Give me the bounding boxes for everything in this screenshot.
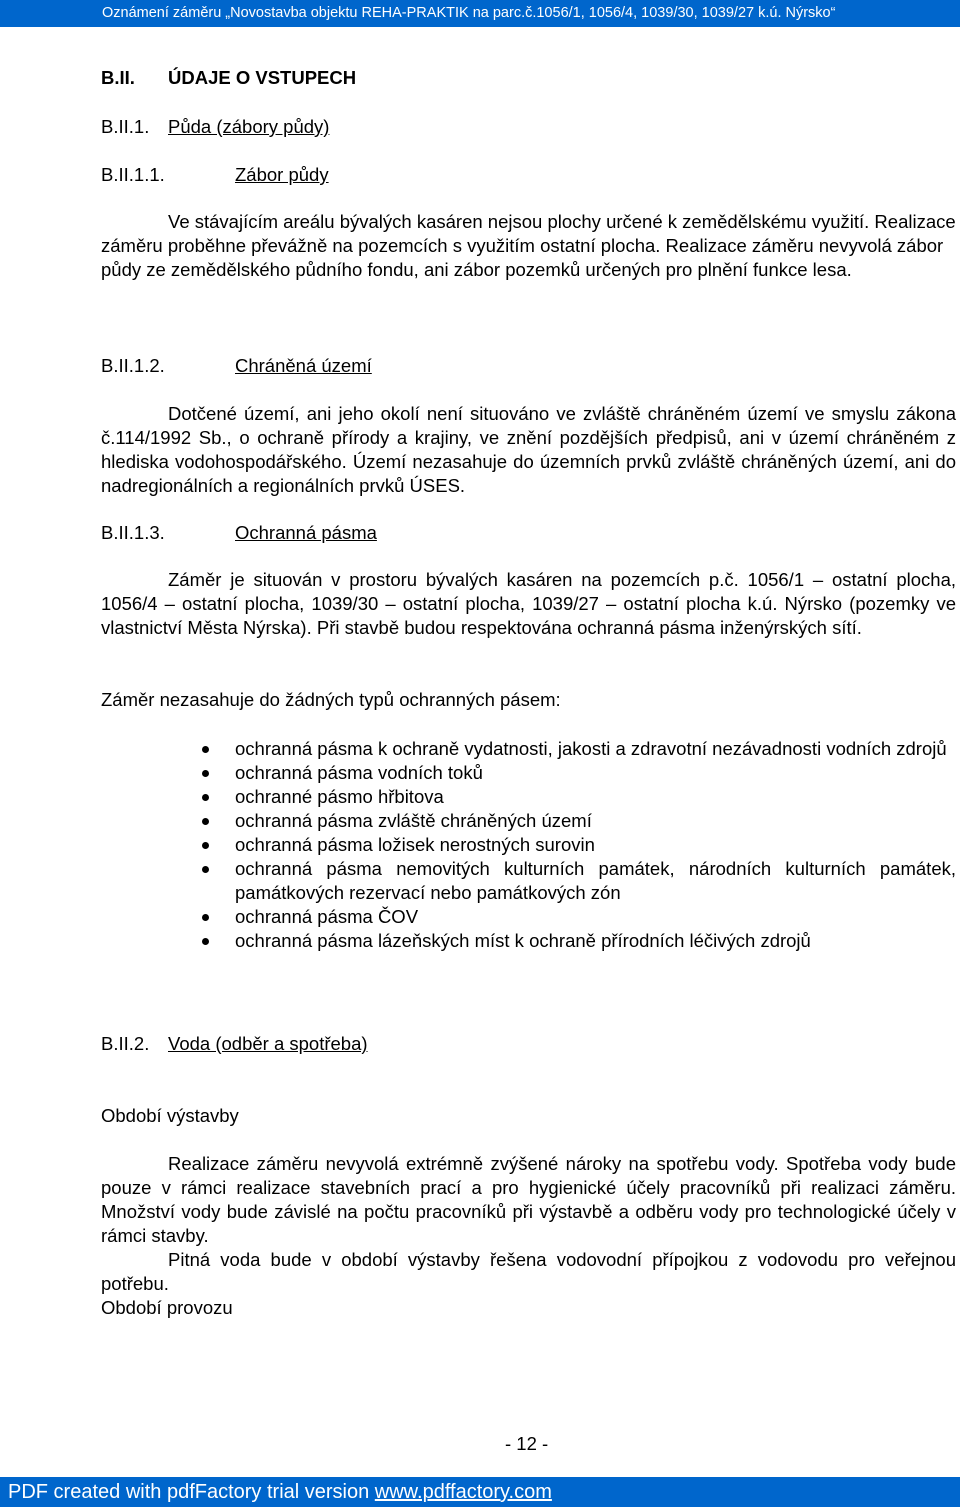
footer-label: PDF created with pdfFactory trial version: [8, 1481, 375, 1503]
bullet-icon: [202, 770, 209, 777]
list-item: ochranná pásma ložisek nerostných surovin: [101, 833, 956, 857]
section-number: B.II.: [101, 67, 135, 88]
soil-sub3-number: B.II.1.3.: [101, 522, 165, 543]
header-title: Oznámení záměru „Novostavba objektu REHA-PRAKTIK na parc.č.1056/1, 1056/4, 1039/30, 1039/27 k.ú. Nýrsko“: [102, 5, 836, 21]
protection-zone-list: [101, 737, 956, 953]
water-paragraph-2: Pitná voda bude v období výstavby řešena vodovodní přípojkou z vodovodu pro veřejnou potřebu.: [101, 1249, 956, 1294]
bullet-icon: [202, 818, 209, 825]
water-title: Voda (odběr a spotřeba): [168, 1033, 368, 1054]
pdffactory-link[interactable]: www.pdffactory.com: [374, 1481, 552, 1503]
bullet-icon: [202, 794, 209, 801]
soil-title: Půda (zábory půdy): [168, 116, 330, 137]
bullet-icon: [202, 842, 209, 849]
soil-sub2-title: Chráněná území: [235, 355, 372, 376]
list-item: ochranná pásma nemovitých kulturních památek, národních kulturních památek, památkových rezervací nebo památkových zón: [101, 857, 956, 905]
list-item: ochranná pásma k ochraně vydatnosti, jakosti a zdravotní nezávadnosti vodních zdrojů: [101, 737, 956, 761]
soil-sub1-number: B.II.1.1.: [101, 164, 165, 185]
soil-sub3-title: Ochranná pásma: [235, 522, 377, 543]
list-item: ochranné pásmo hřbitova: [101, 785, 956, 809]
section-title: ÚDAJE O VSTUPECH: [168, 67, 357, 88]
bullet-icon: [202, 746, 209, 753]
water-number: B.II.2.: [101, 1033, 150, 1054]
list-item: ochranná pásma vodních toků: [101, 761, 956, 785]
bullet-icon: [202, 914, 209, 921]
period-construction-heading: Období výstavby: [101, 1105, 239, 1126]
page-number: - 12 -: [505, 1433, 549, 1454]
footer-text: [8, 1480, 552, 1504]
soil-sub1-title: Zábor půdy: [235, 164, 329, 185]
protection-list-intro: Záměr nezasahuje do žádných typů ochranných pásem:: [101, 689, 561, 710]
water-paragraph-1: Realizace záměru nevyvolá extrémně zvýšené nároky na spotřebu vody. Spotřeba vody bude pouze v rámci realizace stavebních prací a pro hygienické účely pracovníků při realizaci záměru. Množství vody bude závislé na počtu pracovníků při výstavbě a odběru vody pro technologické účely v rámci stavby.: [101, 1153, 956, 1246]
period-operation-heading: Období provozu: [101, 1297, 233, 1318]
list-item: ochranná pásma ČOV: [101, 905, 956, 929]
header-bar: [0, 0, 960, 27]
bullet-icon: [202, 866, 209, 873]
soil-sub2-paragraph: Dotčené území, ani jeho okolí není situováno ve zvláště chráněném území ve smyslu zákona č.114/1992 Sb., o ochraně přírody a krajiny, ve znění pozdějších předpisů, ani v území chráněném z hlediska vodohospodářského. Území nezasahuje do územních prvků zvláště chráněných území, ani do nadregionálních a regionálních prvků ÚSES.: [101, 403, 956, 496]
soil-number: B.II.1.: [101, 116, 150, 137]
soil-sub2-number: B.II.1.2.: [101, 355, 165, 376]
list-item: ochranná pásma lázeňských míst k ochraně přírodních léčivých zdrojů: [101, 929, 956, 953]
footer-bar: [0, 1477, 960, 1507]
list-item: ochranná pásma zvláště chráněných území: [101, 809, 956, 833]
bullet-icon: [202, 938, 209, 945]
soil-sub1-paragraph: Ve stávajícím areálu bývalých kasáren nejsou plochy určené k zemědělskému využití. Realizace záměru proběhne převážně na pozemcích s využitím ostatní plocha. Realizace záměru nevyvolá zábor půdy ze zemědělského půdního fondu, ani zábor pozemků určených pro plnění funkce lesa.: [101, 211, 956, 280]
soil-sub3-paragraph: Záměr je situován v prostoru bývalých kasáren na pozemcích p.č. 1056/1 – ostatní plocha, 1056/4 – ostatní plocha, 1039/30 – ostatní plocha, 1039/27 – ostatní plocha k.ú. Nýrsko (pozemky ve vlastnictví Města Nýrska). Při stavbě budou respektována ochranná pásma inženýrských sítí.: [101, 569, 956, 638]
